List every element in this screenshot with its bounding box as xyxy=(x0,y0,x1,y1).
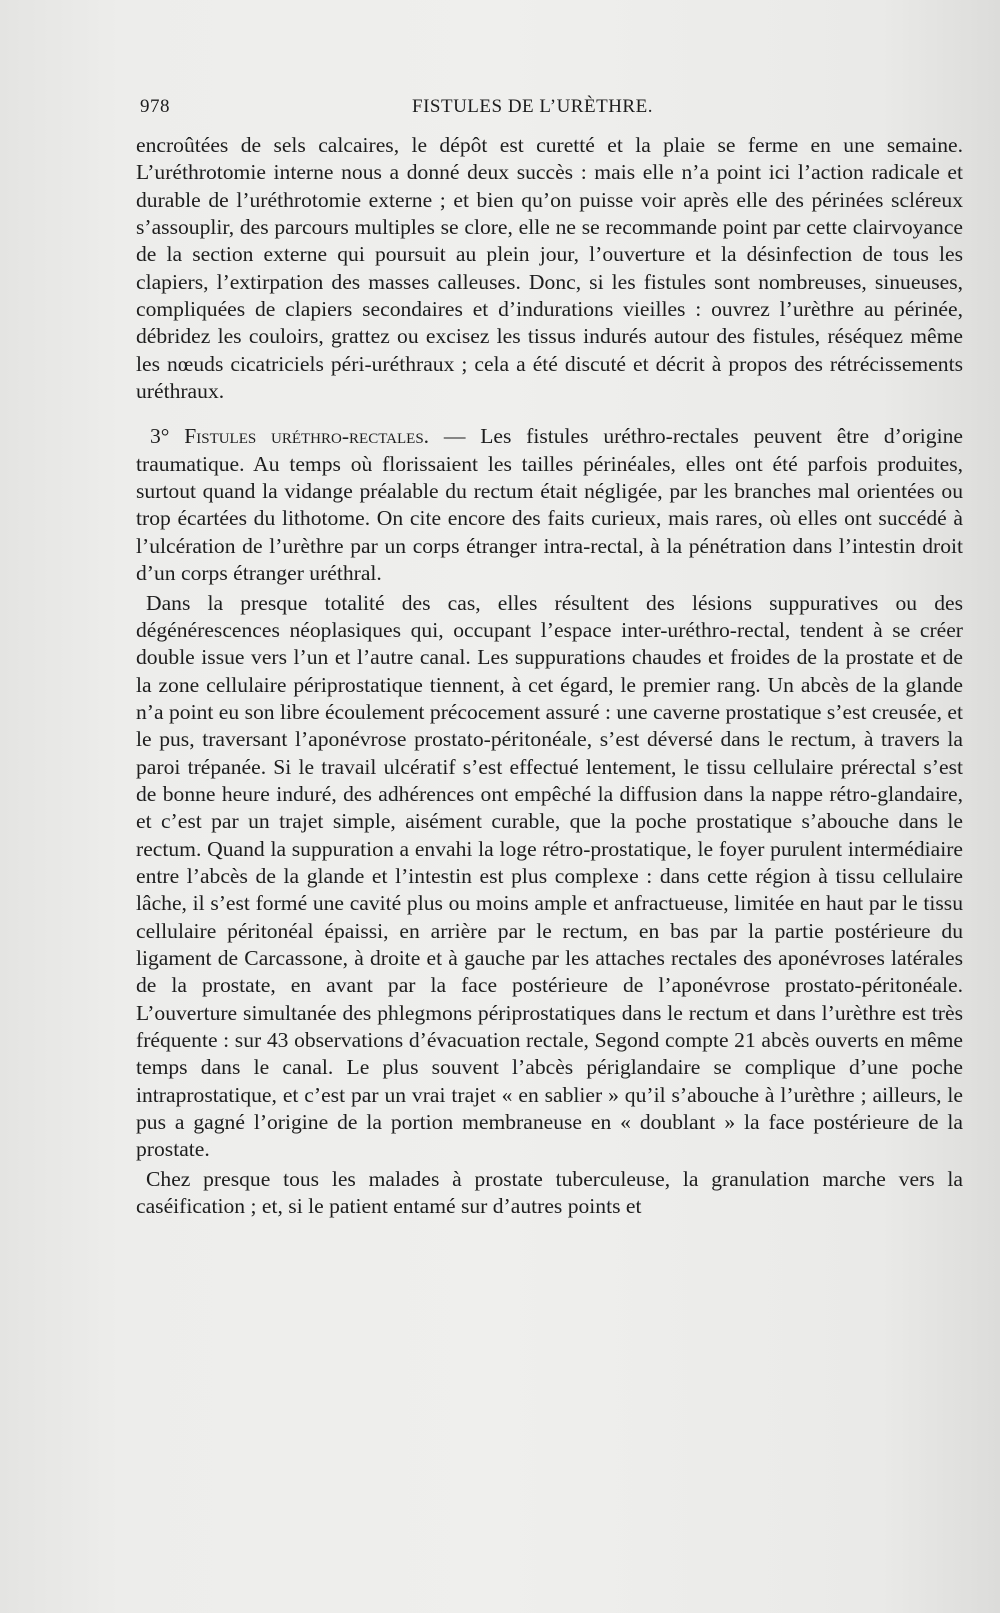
section-number: 3° xyxy=(150,424,170,449)
page-number: 978 xyxy=(140,96,170,117)
running-title: FISTULES DE L’URÈTHRE. xyxy=(412,96,653,117)
paragraph-tuberculosis: Chez presque tous les malades à prostate tuberculeuse, la granulation marche vers la caséification ; et, si le patient entamé sur d’autres points et xyxy=(136,1166,963,1219)
section-intro-text: — Les fistules uréthro-rectales peuvent être d’origine traumatique. Au temps où florissaient les tailles périnéales, elles ont été parfois produites, surtout quand la vidange préalable du rectum était négligée, par les branches mal orientées ou trop écartées du lithotome. On cite encore des faits curieux, mais rares, où elles ont succédé à l’ulcération de l’urèthre par un corps étranger intra-rectal, à la pénétration dans l’intestin droit d’un corps étranger uréthral. xyxy=(136,424,963,586)
paragraph-continuation: encroûtées de sels calcaires, le dépôt est curetté et la plaie se ferme en une semaine. L’uréthrotomie interne nous a donné deux succès : mais elle n’a point ici l’action radicale et durable de l’uréthrotomie externe ; et bien qu’on puisse voir après elle des périnées scléreux s’assouplir, des parcours multiples se clore, elle ne se recommande point par cette clairvoyance de la section externe qui poursuit au plein jour, l’ouverture et la désinfection de tous les clapiers, l’extirpation des masses calleuses. Donc, si les fistules sont nombreuses, sinueuses, compliquées de clapiers secondaires et d’indurations vieilles : ouvrez l’urèthre au périnée, débridez les couloirs, grattez ou excisez les tissus indurés autour des fistules, réséquez même les nœuds cicatriciels péri-uréthraux ; cela a été discuté et décrit à propos des rétrécissements uréthraux. xyxy=(136,133,963,404)
section-paragraph-urethro-rectal xyxy=(136,423,963,587)
body-text xyxy=(136,132,963,1220)
page-header xyxy=(140,96,965,122)
section-heading: Fistules uréthro-rectales. xyxy=(184,424,430,449)
paragraph-suppurations: Dans la presque totalité des cas, elles résultent des lésions suppuratives ou des dégénérescences néoplasiques qui, occupant l’espace inter-uréthro-rectal, tendent à se créer double issue vers l’un et l’autre canal. Les suppurations chaudes et froides de la prostate et de la zone cellulaire périprostatique tiennent, à cet égard, le premier rang. Un abcès de la glande n’a point eu son libre écoulement précocement assuré : une caverne prostatique s’est creusée, et le pus, traversant l’aponévrose prostato-péritonéale, s’est déversé dans le rectum, à travers la paroi trépanée. Si le travail ulcératif s’est effectué lentement, le tissu cellulaire prérectal s’est de bonne heure induré, des adhérences ont empêché la diffusion dans la nappe rétro-glandaire, et c’est par un trajet simple, aisément curable, que la poche prostatique s’abouche dans le rectum. Quand la suppuration a envahi la loge rétro-prostatique, le foyer purulent intermédiaire entre l’abcès de la glande et l’intestin est plus complexe : dans cette région à tissu cellulaire lâche, il s’est formé une cavité plus ou moins ample et anfractueuse, limitée en haut par le tissu cellulaire péritonéal épaissi, en arrière par le rectum, en bas par la partie postérieure du ligament de Carcassone, à droite et à gauche par les attaches rectales des aponévroses latérales de la prostate, en avant par la face postérieure de l’aponévrose prostato-péritonéale. L’ouverture simultanée des phlegmons périprostatiques dans le rectum et dans l’urèthre est très fréquente : sur 43 observations d’évacuation rectale, Segond compte 21 abcès ouverts en même temps dans le canal. Le plus souvent l’abcès périglandaire se complique d’une poche intraprostatique, et c’est par un vrai trajet « en sablier » qu’il s’abouche à l’urèthre ; ailleurs, le pus a gagné l’origine de la portion membraneuse en « doublant » la face postérieure de la prostate. xyxy=(136,590,963,1162)
